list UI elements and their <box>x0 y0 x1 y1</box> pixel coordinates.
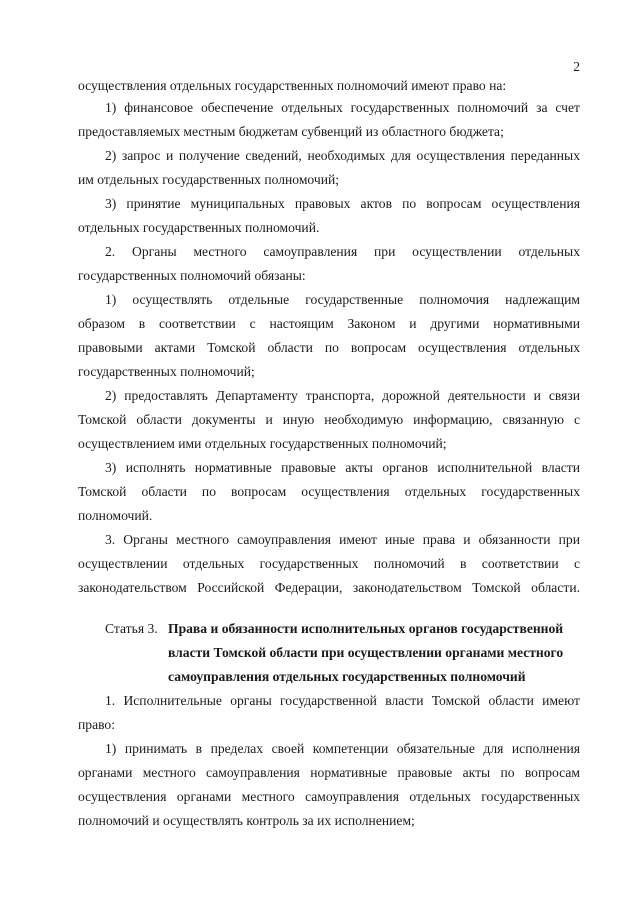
text-line: право: <box>78 717 116 732</box>
text-line: 3) принятие муниципальных правовых актов по вопросам осуществления <box>105 196 580 211</box>
text-line: 1) принимать в пределах своей компетенции обязательные для исполнения <box>105 741 580 756</box>
text-line: осуществления отдельных государственных полномочий имеют право на: <box>78 78 507 93</box>
text-line: осуществления органами местного самоуправления отдельных государственных <box>78 789 580 804</box>
text-line: им отдельных государственных полномочий; <box>78 172 340 187</box>
text-line: 1) осуществлять отдельные государственные полномочия надлежащим <box>105 292 580 307</box>
text-line: государственных полномочий обязаны: <box>78 268 306 283</box>
text-line: органами местного самоуправления нормативные правовые акты по вопросам <box>78 765 580 780</box>
text-line: правовыми актами Томской области по вопросам осуществления отдельных <box>78 340 580 355</box>
text-line: 1. Исполнительные органы государственной власти Томской области имеют <box>105 693 580 708</box>
article-heading-line: власти Томской области при осуществлении органами местного <box>168 645 564 660</box>
text-line: законодательством Российской Федерации, законодательством Томской области. <box>78 580 580 595</box>
text-line: 3. Органы местного самоуправления имеют иные права и обязанности при <box>105 532 580 547</box>
article-heading-line: Права и обязанности исполнительных органов государственной <box>168 621 564 636</box>
text-line: отдельных государственных полномочий. <box>78 220 320 235</box>
text-line: полномочий. <box>78 508 153 523</box>
text-line: 2) запрос и получение сведений, необходимых для осуществления переданных <box>105 148 580 163</box>
text-line: полномочий и осуществлять контроль за их исполнением; <box>78 813 415 828</box>
text-line: государственных полномочий; <box>78 364 255 379</box>
text-line: осуществлении отдельных государственных полномочий в соответствии с <box>78 556 580 571</box>
text-line: 3) исполнять нормативные правовые акты органов исполнительной власти <box>105 460 580 475</box>
text-line: 2. Органы местного самоуправления при осуществлении отдельных <box>105 244 580 259</box>
text-line: 1) финансовое обеспечение отдельных государственных полномочий за счет <box>105 100 580 115</box>
article-heading-line: самоуправления отдельных государственных полномочий <box>168 669 526 684</box>
page-number: 2 <box>573 59 580 74</box>
text-line: осуществлением ими отдельных государственных полномочий; <box>78 436 447 451</box>
article-label: Статья 3. <box>105 621 158 636</box>
text-line: Томской области документы и иную необходимую информацию, связанную с <box>78 412 580 427</box>
text-line: предоставляемых местным бюджетам субвенций из областного бюджета; <box>78 124 504 139</box>
text-line: образом в соответствии с настоящим Законом и другими нормативными <box>78 316 580 331</box>
text-line: 2) предоставлять Департаменту транспорта, дорожной деятельности и связи <box>105 388 580 403</box>
text-line: Томской области по вопросам осуществления отдельных государственных <box>78 484 580 499</box>
